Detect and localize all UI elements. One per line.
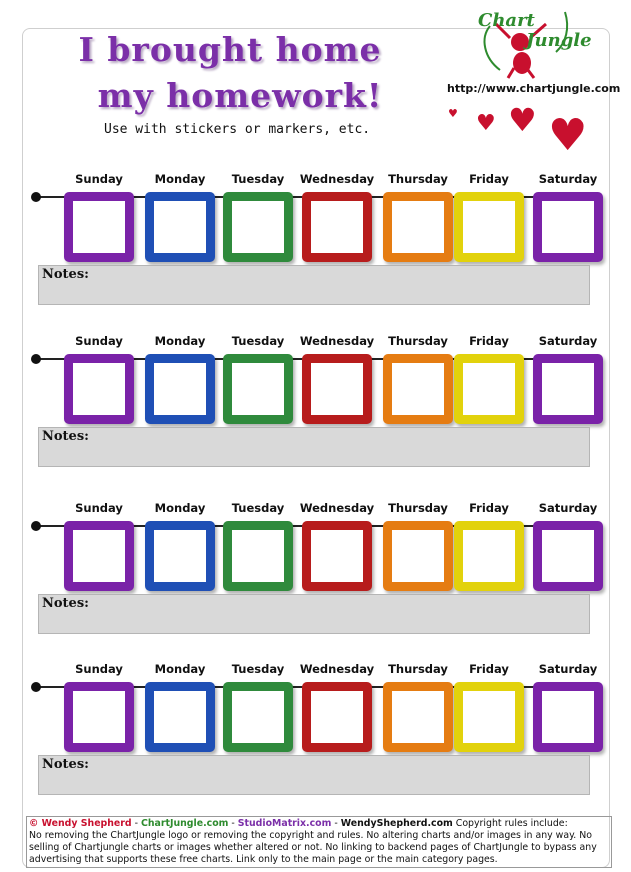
day-sticker-box[interactable]: [223, 354, 293, 424]
footer-link-chartjungle[interactable]: ChartJungle.com: [140, 818, 229, 829]
day-sticker-box[interactable]: [383, 521, 453, 591]
day-label: Saturday: [538, 172, 598, 186]
day-sticker-box[interactable]: [454, 354, 524, 424]
day-sticker-box[interactable]: [145, 354, 215, 424]
week-row: [22, 172, 608, 322]
chartjungle-logo: [470, 8, 592, 80]
footer-link-studiomatrix[interactable]: StudioMatrix.com: [237, 818, 332, 829]
notes-label: Notes:: [42, 267, 89, 282]
day-label: Saturday: [538, 334, 598, 348]
heart-icon: ♥: [448, 107, 458, 120]
day-sticker-box[interactable]: [533, 192, 603, 262]
notes-field[interactable]: [38, 755, 590, 795]
day-sticker-box[interactable]: [64, 192, 134, 262]
logo-word-chart: Chart: [478, 10, 535, 31]
title-line-2: my homework!: [97, 76, 383, 115]
week-row: [22, 662, 608, 812]
copyright-footer: [26, 816, 612, 868]
heart-icon: ♥: [476, 111, 496, 136]
day-label: Monday: [154, 334, 206, 348]
notes-field[interactable]: [38, 427, 590, 467]
day-sticker-box[interactable]: [145, 682, 215, 752]
day-sticker-box[interactable]: [223, 682, 293, 752]
footer-separator: -: [331, 818, 341, 829]
heart-icon: ♥: [508, 101, 537, 139]
day-sticker-box[interactable]: [533, 521, 603, 591]
day-label: Thursday: [388, 662, 448, 676]
notes-label: Notes:: [42, 429, 89, 444]
logo-word-jungle: Jungle: [526, 30, 592, 51]
week-row: [22, 501, 608, 651]
notes-field[interactable]: [38, 594, 590, 634]
footer-author: © Wendy Shepherd: [29, 818, 132, 829]
day-label: Monday: [154, 172, 206, 186]
week-row: [22, 334, 608, 484]
day-label: Wednesday: [299, 662, 375, 676]
day-label: Tuesday: [231, 334, 285, 348]
day-sticker-box[interactable]: [454, 521, 524, 591]
day-label: Saturday: [538, 662, 598, 676]
footer-rules-text: No removing the ChartJungle logo or removing the copyright and rules. No altering charts and/or images in any way. No selling of Chartjungle charts or images whether altered or not. No linking to backend pages of ChartJungle to bypass any advertising that supports these free charts. Link only to the main page or the main category pages.: [29, 830, 597, 865]
string-end-dot: [31, 354, 41, 364]
day-label: Sunday: [75, 334, 123, 348]
day-label: Saturday: [538, 501, 598, 515]
title-line-1: I brought home: [78, 30, 382, 69]
day-sticker-box[interactable]: [454, 682, 524, 752]
day-sticker-box[interactable]: [454, 192, 524, 262]
notes-label: Notes:: [42, 596, 89, 611]
day-sticker-box[interactable]: [533, 354, 603, 424]
day-sticker-box[interactable]: [64, 521, 134, 591]
day-label: Sunday: [75, 501, 123, 515]
footer-separator: -: [131, 818, 141, 829]
day-sticker-box[interactable]: [302, 521, 372, 591]
day-label: Tuesday: [231, 172, 285, 186]
day-sticker-box[interactable]: [223, 192, 293, 262]
day-label: Wednesday: [299, 334, 375, 348]
string-end-dot: [31, 682, 41, 692]
day-label: Friday: [469, 662, 509, 676]
footer-rules-intro: Copyright rules include:: [452, 818, 568, 829]
day-label: Sunday: [75, 662, 123, 676]
day-label: Thursday: [388, 334, 448, 348]
day-sticker-box[interactable]: [383, 682, 453, 752]
string-end-dot: [31, 192, 41, 202]
chartjungle-url-link[interactable]: http://www.chartjungle.com: [447, 82, 621, 95]
day-sticker-box[interactable]: [64, 354, 134, 424]
day-label: Thursday: [388, 501, 448, 515]
heart-icon: ♥: [548, 110, 588, 161]
day-label: Thursday: [388, 172, 448, 186]
notes-field[interactable]: [38, 265, 590, 305]
day-label: Friday: [469, 172, 509, 186]
day-label: Monday: [154, 501, 206, 515]
day-label: Monday: [154, 662, 206, 676]
string-end-dot: [31, 521, 41, 531]
day-sticker-box[interactable]: [145, 192, 215, 262]
day-sticker-box[interactable]: [383, 354, 453, 424]
day-sticker-box[interactable]: [223, 521, 293, 591]
footer-link-wendyshepherd[interactable]: WendyShepherd.com: [340, 818, 453, 829]
footer-separator: -: [228, 818, 238, 829]
notes-label: Notes:: [42, 757, 89, 772]
day-sticker-box[interactable]: [302, 682, 372, 752]
subtitle: Use with stickers or markers, etc.: [104, 122, 371, 137]
day-label: Sunday: [75, 172, 123, 186]
day-label: Friday: [469, 501, 509, 515]
day-label: Friday: [469, 334, 509, 348]
day-sticker-box[interactable]: [302, 354, 372, 424]
day-sticker-box[interactable]: [533, 682, 603, 752]
day-sticker-box[interactable]: [64, 682, 134, 752]
day-sticker-box[interactable]: [302, 192, 372, 262]
day-label: Tuesday: [231, 501, 285, 515]
day-label: Wednesday: [299, 172, 375, 186]
day-sticker-box[interactable]: [383, 192, 453, 262]
day-label: Tuesday: [231, 662, 285, 676]
day-label: Wednesday: [299, 501, 375, 515]
day-sticker-box[interactable]: [145, 521, 215, 591]
